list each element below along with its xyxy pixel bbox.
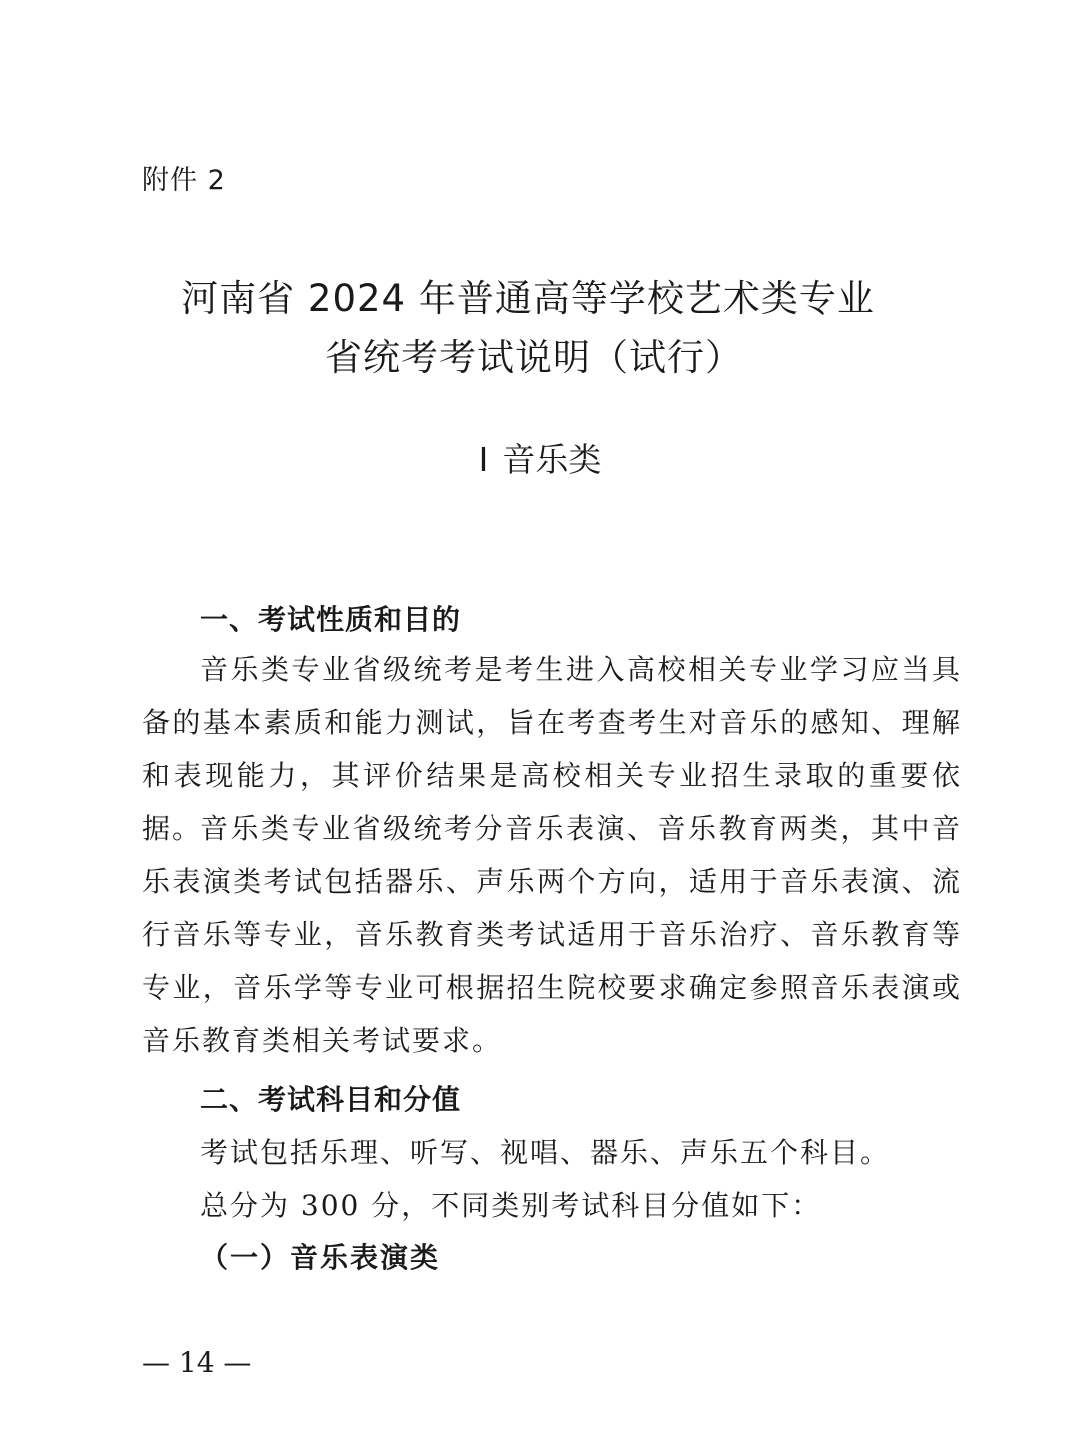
paragraph-exam-categories: 音乐类专业省级统考分音乐表演、音乐教育两类，其中音乐表演类考试包括器乐、声乐两个方向，适用于音乐表演、流行音乐等专业，音乐教育类考试适用于音乐治疗、音乐教育等专业，音乐学等专业可根据招生院校要求确定参照音乐表演或音乐教育类相关考试要求。: [142, 812, 962, 1057]
document-title-line-2: 省统考考试说明（试行）: [325, 336, 743, 379]
page-number: — 14 —: [142, 1346, 252, 1379]
heading-subjects-scores: 二、考试科目和分值: [200, 1083, 462, 1116]
section-title: [0, 434, 1080, 481]
attachment-label: 附件 2: [142, 165, 226, 196]
subjects-line: 考试包括乐理、听写、视唱、器乐、声乐五个科目。: [200, 1136, 891, 1169]
section-label: 音乐类: [502, 440, 602, 479]
document-title-line-1: 河南省 2024 年普通高等学校艺术类专业: [181, 277, 875, 320]
section-numeral: I: [478, 440, 489, 479]
subheading-performance: （一）音乐表演类: [200, 1241, 441, 1274]
paragraph-exam-purpose: 音乐类专业省级统考是考生进入高校相关专业学习应当具备的基本素质和能力测试，旨在考查考生对音乐的感知、理解和表现能力，其评价结果是高校相关专业招生录取的重要依据。: [142, 653, 962, 845]
total-score-line: 总分为 300 分，不同类别考试科目分值如下：: [200, 1189, 822, 1222]
heading-exam-nature: 一、考试性质和目的: [200, 603, 462, 636]
